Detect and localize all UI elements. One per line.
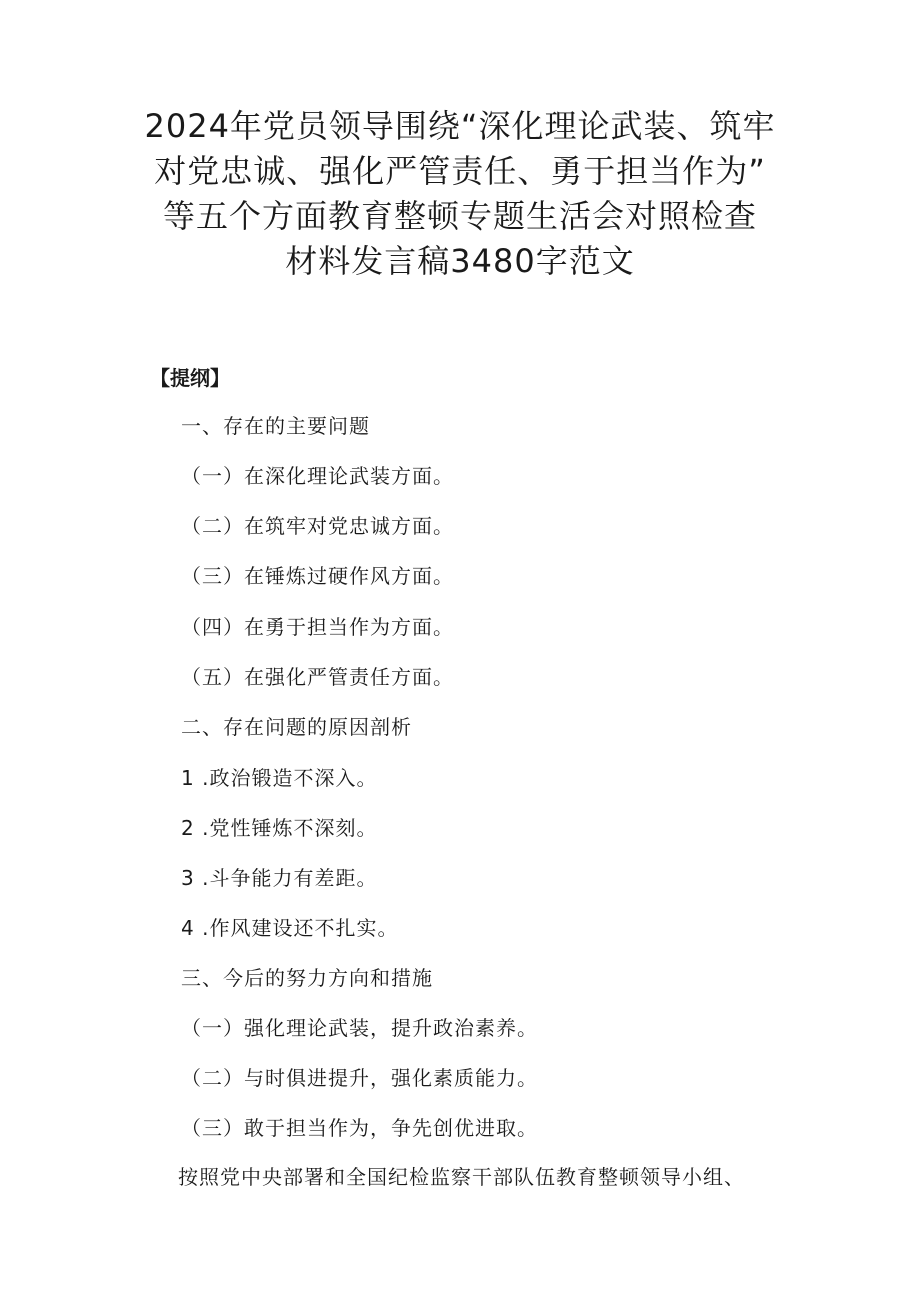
outline-item-2-2: 2 .党性锤炼不深刻。 xyxy=(181,816,378,840)
outline-item-2-4: 4 .作风建设还不扎实。 xyxy=(181,916,399,940)
outline-item-2-3: 3 .斗争能力有差距。 xyxy=(181,866,378,890)
outline-item-3-1: （一）强化理论武装，提升政治素养。 xyxy=(181,1016,538,1040)
document-title xyxy=(100,104,820,284)
outline-item-1-3: （三）在锤炼过硬作风方面。 xyxy=(181,564,454,588)
title-line-2: 对党忠诚、强化严管责任、勇于担当作为” xyxy=(154,152,766,190)
title-line-1: 2024年党员领导围绕“深化理论武装、筑牢 xyxy=(144,107,776,145)
outline-item-3-2: （二）与时俱进提升，强化素质能力。 xyxy=(181,1066,538,1090)
outline-item-1-4: （四）在勇于担当作为方面。 xyxy=(181,615,454,639)
outline-item-2-1: 1 .政治锻造不深入。 xyxy=(181,766,378,790)
outline-section-2: 二、存在问题的原因剖析 xyxy=(181,715,412,739)
body-paragraph: 按照党中央部署和全国纪检监察干部队伍教育整顿领导小组、 xyxy=(178,1165,745,1189)
title-line-4: 材料发言稿3480字范文 xyxy=(285,242,635,280)
outline-item-1-5: （五）在强化严管责任方面。 xyxy=(181,665,454,689)
outline-item-1-2: （二）在筑牢对党忠诚方面。 xyxy=(181,514,454,538)
outline-item-1-1: （一）在深化理论武装方面。 xyxy=(181,464,454,488)
outline-heading: 【提纲】 xyxy=(150,366,230,390)
outline-item-3-3: （三）敢于担当作为，争先创优进取。 xyxy=(181,1116,538,1140)
outline-section-1: 一、存在的主要问题 xyxy=(181,414,370,438)
title-line-3: 等五个方面教育整顿专题生活会对照检查 xyxy=(162,197,757,235)
outline-section-3: 三、今后的努力方向和措施 xyxy=(181,966,433,990)
